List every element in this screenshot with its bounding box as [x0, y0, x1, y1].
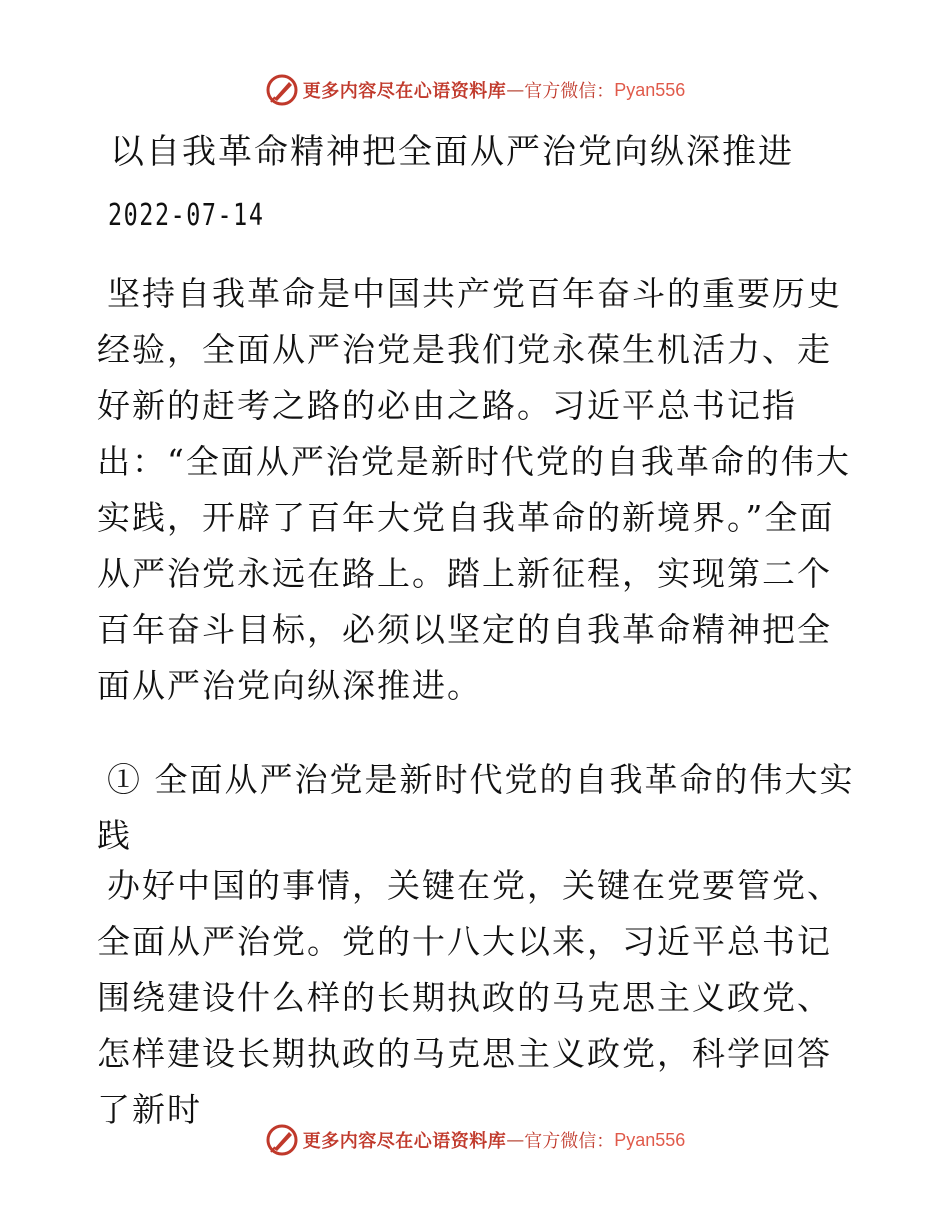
- watermark-label: 官方微信：: [524, 81, 615, 102]
- watermark-account: Pyan556: [614, 79, 686, 100]
- article-date: 2022-07-14: [108, 198, 265, 233]
- article-paragraph-2: 办好中国的事情，关键在党，关键在党要管党、全面从严治党。党的十八大以来，习近平总书记围绕建设什么样的长期执政的马克思主义政党、怎样建设长期执政的马克思主义政党，科学回答了新时: [97, 866, 842, 1129]
- feather-pen-logo-icon: [265, 73, 299, 107]
- watermark-site-text: 更多内容尽在心语资料库: [302, 1131, 507, 1152]
- watermark-dash: —: [506, 79, 525, 101]
- watermark-dash: —: [506, 1129, 525, 1151]
- watermark-account: Pyan556: [614, 1129, 686, 1150]
- feather-pen-logo-icon: [265, 1123, 299, 1157]
- watermark-banner-bottom: [0, 1120, 950, 1160]
- watermark-banner-top: [0, 70, 950, 110]
- watermark-label: 官方微信：: [524, 1131, 615, 1152]
- watermark-site-text: 更多内容尽在心语资料库: [302, 81, 507, 102]
- section-heading-1: ① 全面从严治党是新时代党的自我革命的伟大实践: [97, 760, 855, 855]
- article-paragraph-1: 坚持自我革命是中国共产党百年奋斗的重要历史经验，全面从严治党是我们党永葆生机活力、走好新的赶考之路的必由之路。习近平总书记指出：“全面从严治党是新时代党的自我革命的伟大实践，开辟了百年大党自我革命的新境界。”全面从严治党永远在路上。踏上新征程，实现第二个百年奋斗目标，必须以坚定的自我革命精神把全面从严治党向纵深推进。: [97, 274, 851, 705]
- article-title: 以自我革命精神把全面从严治党向纵深推进: [110, 132, 794, 172]
